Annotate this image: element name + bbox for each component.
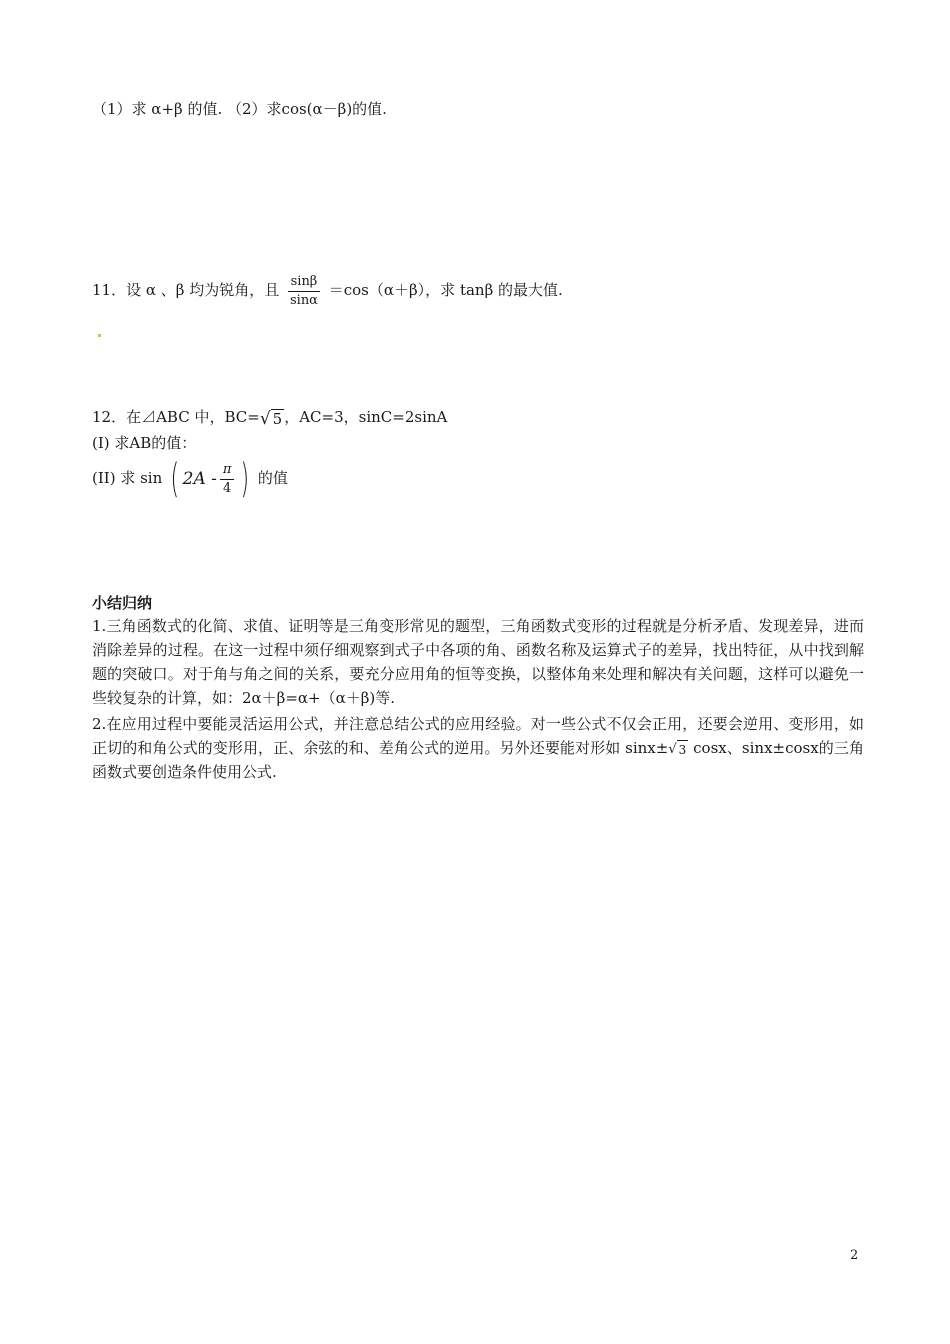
sqrt-icon: √ [668,741,677,757]
right-paren: ) [240,456,250,502]
q12-expr-lead: 2A - [182,469,217,489]
q10-parts [92,98,387,120]
q11-frac-denominator: sinα [289,292,318,308]
summary-p2-suffix: cosx、sinx±cosx的三角函数式要创造条件使用公式. [92,739,864,781]
q11-stem [92,270,563,310]
q12-part1: (I) 求AB的值： [92,434,197,452]
q12-sqrt [260,409,284,428]
summary-sqrt-arg: 3 [677,740,689,759]
page-number: 2 [850,1248,859,1263]
summary-paragraph-2 [92,712,864,784]
q11-suffix: ＝cos（α＋β），求 tanβ 的最大值. [328,281,563,299]
q12-stem-suffix: ，AC=3，sinC=2sinA [284,408,448,426]
summary-p2-prefix: 2.在应用过程中要能灵活运用公式，并注意总结公式的应用经验。对一些公式不仅会正用，还要会逆用、变形用，如正切的和角公式的变形用，正、余弦的和、差角公式的逆用。另外还要能对形如 sinx± [92,715,864,757]
q12-sqrt-arg: 5 [272,409,283,428]
q12-stem [92,406,447,428]
sqrt-icon: √ [259,408,271,429]
q12-pi-fraction [220,461,235,498]
q12-stem-prefix: 12．在⊿ABC 中，BC= [92,408,260,426]
q12-part2-prefix: (II) 求 sin [92,469,163,487]
q12-part2-suffix: 的值 [257,469,288,487]
summary-paragraph-1: 1.三角函数式的化简、求值、证明等是三角变形常见的题型，三角函数式变形的过程就是分析矛盾、发现差异，进而消除差异的过程。在这一过程中须仔细观察到式子中各项的角、函数名称及运算式子的差异，找出特征，从中找到解题的突破口。对于角与角之间的关系，要充分应用角的恒等变换，以整体角来处理和解决有关问题，这样可以避免一些较复杂的计算，如：2α＋β=α+（α＋β)等. [92,617,864,707]
q12-part2 [92,456,288,501]
left-paren: ( [170,456,180,502]
q12-expression [167,457,253,501]
edit-mark [98,334,101,337]
summary-heading: 小结归纳 [92,594,153,612]
q11-fraction [287,273,321,310]
q10-part2: （2）求cos(α－β)的值. [227,100,387,118]
q10-part1: （1）求 α+β 的值. [92,100,223,118]
q11-frac-numerator: sinβ [288,273,321,292]
q11-prefix: 11．设 α 、β 均为锐角，且 [92,281,280,299]
q12-expr-numerator: π [220,461,235,480]
summary-sqrt [668,740,688,759]
q12-expr-denominator: 4 [223,480,232,496]
